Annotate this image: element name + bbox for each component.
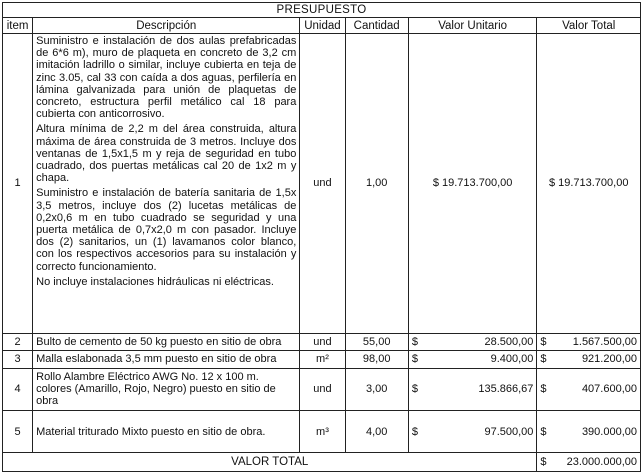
cell-cantidad: 1,00	[345, 33, 408, 333]
total-label: VALOR TOTAL	[3, 453, 537, 472]
amount: 1.567.500,00	[572, 335, 637, 348]
cell-descripcion: Malla eslabonada 3,5 mm puesto en sitio de obra	[33, 351, 300, 369]
amount: 23.000.000,00	[566, 456, 637, 469]
cell-unidad: m²	[300, 351, 345, 369]
cell-descripcion: Rollo Alambre Eléctrico AWG No. 12 x 100 m. colores (Amarillo, Rojo, Negro) puesto en sitio de obra	[33, 368, 300, 410]
desc-paragraph: Suministro e instalación de batería sanitaria de 1,5x 3,5 metros, incluye dos (2) lucetas metálicas de 0,2x0,6 m en tubo cuadrado se seguridad y una puerta metálica de 0,7x2,0 m con pasador. Incluye dos (2) sanitarios, un (1) lavamanos color blanco, con los respectivos accesorios para su instalación y correcto funcionamiento.	[36, 187, 297, 273]
table-title: PRESUPUESTO	[3, 3, 641, 18]
amount: 9.400,00	[490, 353, 534, 366]
cell-valor-unitario: $ 19.713.700,00	[408, 33, 537, 333]
amount: 135.866,67	[478, 383, 534, 396]
cell-valor-unitario	[408, 410, 537, 452]
total-value	[537, 453, 641, 472]
header-cantidad: Cantidad	[345, 18, 408, 33]
cell-unidad: und	[300, 368, 345, 410]
cell-unidad: und	[300, 333, 345, 351]
cell-cantidad: 4,00	[345, 410, 408, 452]
table-row	[3, 368, 641, 410]
table-row	[3, 333, 641, 351]
amount: 97.500,00	[484, 425, 534, 438]
amount: 921.200,00	[581, 353, 637, 366]
desc-paragraph: Suministro e instalación de dos aulas prefabricadas de 6*6 m), muro de plaqueta en concreto de 3,2 cm imitación ladrillo o similar, incluye cubierta en teja de zinc 3.05, cal 33 con caída a dos aguas, perfilería en lámina galvanizada para unión de plaquetas de concreto, estructura perfil metálico cal 18 para cubierta con anticorrosivo.	[36, 34, 297, 121]
header-item: item	[3, 18, 33, 33]
currency-symbol: $	[540, 425, 547, 438]
cell-unidad: und	[300, 33, 345, 333]
cell-cantidad: 55,00	[345, 333, 408, 351]
cell-cantidad: 98,00	[345, 351, 408, 369]
table-row	[3, 410, 641, 452]
budget-table	[2, 2, 641, 472]
cell-valor-total	[537, 410, 641, 452]
title-row	[3, 3, 641, 18]
header-valor-total: Valor Total	[537, 18, 641, 33]
cell-valor-unitario	[408, 333, 537, 351]
cell-valor-unitario	[408, 351, 537, 369]
cell-cantidad: 3,00	[345, 368, 408, 410]
amount: 390.000,00	[581, 425, 637, 438]
cell-item: 5	[3, 410, 33, 452]
desc-paragraph: No incluye instalaciones hidráulicas ni eléctricas.	[36, 275, 274, 288]
table-row	[3, 33, 641, 333]
currency-symbol: $	[540, 353, 547, 366]
currency-symbol: $	[411, 425, 418, 438]
currency-symbol: $	[411, 335, 418, 348]
cell-valor-unitario	[408, 368, 537, 410]
header-valor-unitario: Valor Unitario	[408, 18, 537, 33]
header-unidad: Unidad	[300, 18, 345, 33]
cell-unidad: m³	[300, 410, 345, 452]
cell-item: 4	[3, 368, 33, 410]
table-row	[3, 351, 641, 369]
cell-item: 2	[3, 333, 33, 351]
currency-symbol: $	[411, 353, 418, 366]
currency-symbol: $	[540, 335, 547, 348]
amount: 407.600,00	[581, 383, 637, 396]
currency-symbol: $	[411, 383, 418, 396]
cell-item: 1	[3, 33, 33, 333]
cell-descripcion	[33, 33, 300, 333]
cell-valor-total	[537, 333, 641, 351]
header-descripcion: Descripción	[33, 18, 300, 33]
cell-descripcion: Bulto de cemento de 50 kg puesto en sitio de obra	[33, 333, 300, 351]
header-row	[3, 18, 641, 33]
currency-symbol: $	[540, 383, 547, 396]
cell-valor-total	[537, 351, 641, 369]
total-row	[3, 453, 641, 472]
amount: 28.500,00	[484, 335, 534, 348]
cell-item: 3	[3, 351, 33, 369]
desc-paragraph: Altura mínima de 2,2 m del área construida, altura máxima de área construida de 3 metros. Incluye dos ventanas de 1,5x1,5 m y reja de seguridad en tubo cuadrado, dos puertas metálicas cal 20 de 1x2 m y chapa.	[36, 123, 297, 185]
cell-descripcion: Material triturado Mixto puesto en sitio de obra.	[33, 410, 300, 452]
cell-valor-total: $ 19.713.700,00	[537, 33, 641, 333]
currency-symbol: $	[540, 456, 547, 469]
cell-valor-total	[537, 368, 641, 410]
